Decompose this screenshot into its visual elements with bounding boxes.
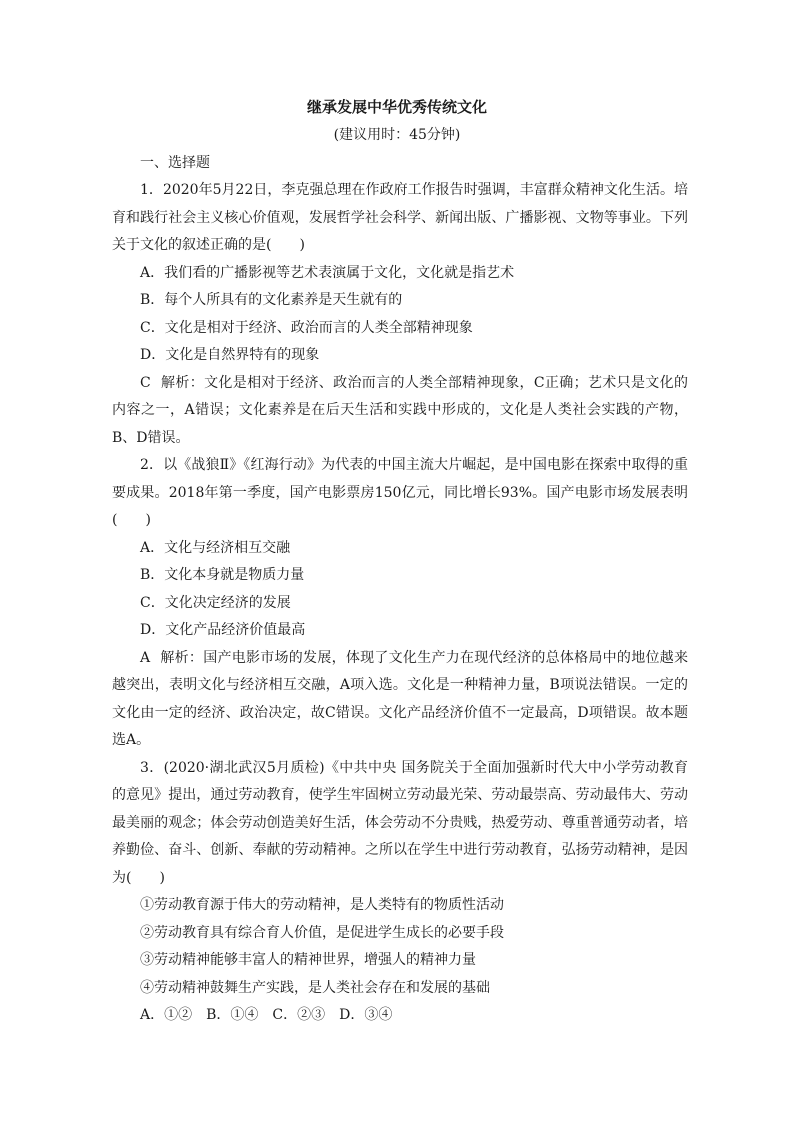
- q3-statement-1: ①劳动教育源于伟大的劳动精神，是人类特有的物质性活动: [140, 897, 504, 913]
- q1-analysis: [112, 370, 688, 453]
- q2-option-a: A．文化与经济相互交融: [140, 539, 291, 556]
- q1-option-d: D．文化是自然界特有的现象: [140, 347, 320, 363]
- q1-analysis-text: 解析：文化是相对于经济、政治而言的人类全部精神现象，C正确；艺术只是文化的内容之一，A错误；文化素养是在后天生活和实践中形成的，文化是人类社会实践的产物，B、D错误。: [112, 374, 688, 446]
- q3-statement-3: ③劳动精神能够丰富人的精神世界，增强人的精神力量: [140, 952, 476, 968]
- q1-stem: 1．2020年5月22日，李克强总理在作政府工作报告时强调，丰富群众精神文化生活。培育和践行社会主义核心价值观，发展哲学社会科学、新闻出版、广播影视、文物等事业。下列关于文化的叙述正确的是( ): [112, 182, 688, 253]
- q2-stem: 2．以《战狼Ⅱ》《红海行动》为代表的中国主流大片崛起，是中国电影在探索中取得的重要成果。2018年第一季度，国产电影票房150亿元，同比增长93%。国产电影市场发展表明( ): [112, 457, 688, 528]
- q2-option-b: B．文化本身就是物质力量: [140, 567, 305, 583]
- q3-statement-2: ②劳动教育具有综合育人价值，是促进学生成长的必要手段: [140, 924, 504, 941]
- q2-analysis: [112, 645, 688, 755]
- q1-answer: C: [140, 374, 151, 391]
- q1-option-c: C．文化是相对于经济、政治而言的人类全部精神现象: [140, 319, 473, 336]
- q3-choices: A．①② B．①④ C．②③ D．③④: [140, 1007, 393, 1023]
- q2-option-c: C．文化决定经济的发展: [140, 594, 291, 611]
- doc-subtitle: (建议用时：45分钟): [333, 127, 461, 143]
- q3-stem: 3．(2020·湖北武汉5月质检)《中共中央 国务院关于全面加强新时代大中小学劳动教育的意见》提出，通过劳动教育，使学生牢固树立劳动最光荣、劳动最崇高、劳动最伟大、劳动最美丽的观念；体会劳动创造美好生活，体会劳动不分贵贱，热爱劳动、尊重普通劳动者，培养勤俭、奋斗、创新、奉献的劳动精神。之所以在学生中进行劳动教育，弘扬劳动精神，是因为( ): [112, 759, 688, 886]
- q1-option-b: B．每个人所具有的文化素养是天生就有的: [140, 292, 403, 308]
- q1-option-a: A．我们看的广播影视等艺术表演属于文化，文化就是指艺术: [140, 264, 515, 281]
- q2-option-d: D．文化产品经济价值最高: [140, 622, 306, 638]
- q2-analysis-text: 解析：国产电影市场的发展，体现了文化生产力在现代经济的总体格局中的地位越来越突出，表明文化与经济相互交融，A项入选。文化是一种精神力量，B项说法错误。一定的文化由一定的经济、政治决定，故C错误。文化产品经济价值不一定最高，D项错误。故本题选A。: [112, 649, 688, 748]
- q2-answer: A: [140, 649, 151, 666]
- doc-content: [112, 150, 688, 1030]
- doc-title: 继承发展中华优秀传统文化: [306, 98, 487, 116]
- section-heading: 一、选择题: [140, 155, 210, 171]
- q3-statement-4: ④劳动精神鼓舞生产实践，是人类社会存在和发展的基础: [140, 979, 490, 996]
